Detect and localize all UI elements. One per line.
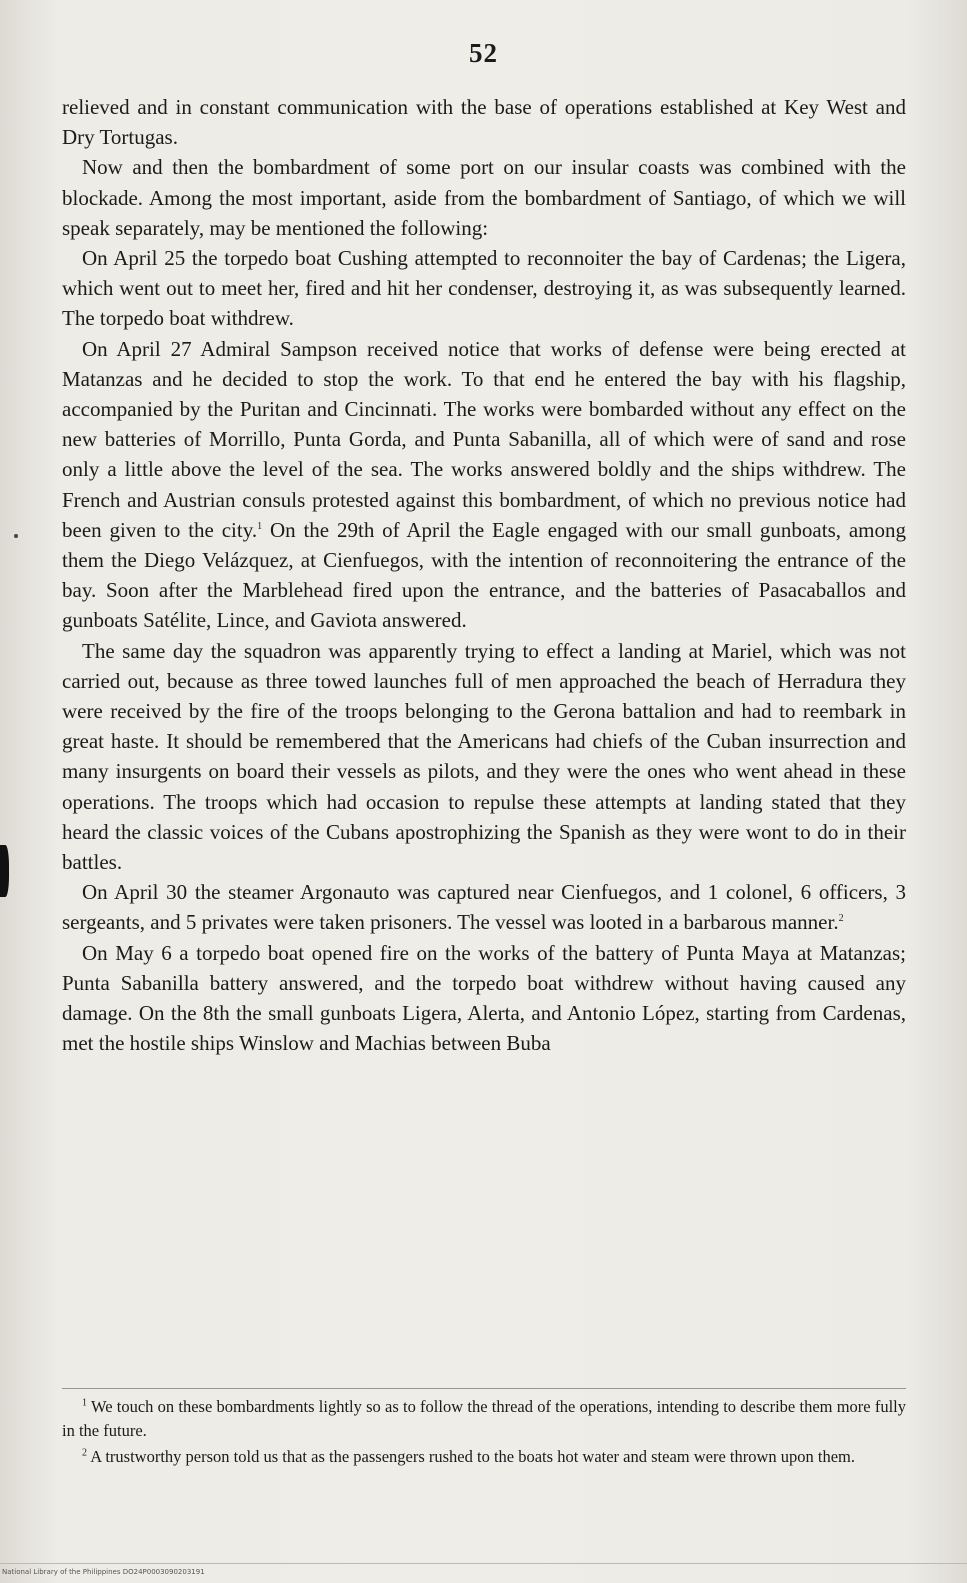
paragraph-may-6: On May 6 a torpedo boat opened fire on the works of the battery of Punta Maya at Matanzas; Punta Sabanilla battery answered, and the torpedo boat withdrew without having caused any damage. On the 8th the small gunboats Ligera, Alerta, and Antonio López, starting from Cardenas, met the hostile ships Winslow and Machias between Buba — [62, 940, 906, 1056]
footnote-1-mark: 1 — [82, 1397, 87, 1409]
footnote-marker-2: 2 — [838, 913, 844, 925]
paragraph-april-25: On April 25 the torpedo boat Cushing attempted to reconnoiter the bay of Cardenas; the Ligera, which went out to meet her, fired and hit her condenser, destroying it, as was subsequently learned. The torpedo boat withdrew. — [62, 246, 906, 331]
paragraph-mariel: The same day the squadron was apparently trying to effect a landing at Mariel, which was not carried out, because as three towed launches full of men approached the beach of Herradura they were received by the fire of the troops belonging to the Gerona battalion and had to reembark in great haste. It should be remembered that the Americans had chiefs of the Cuban insurrection and many insurgents on board their vessels as pilots, and they were the ones who went ahead in these operations. The troops which had occasion to repulse these attempts at landing stated that they heard the classic voices of the Cubans apostrophizing the Spanish as they were wont to do in their battles. — [62, 638, 906, 875]
paragraph-april-30 — [62, 877, 906, 937]
footnote-2 — [62, 1445, 906, 1469]
footnote-1-text: We touch on these bombardments lightly so as to follow the thread of the operations, intending to describe them more fully in the future. — [62, 1397, 906, 1440]
paragraph-bombardment-intro: Now and then the bombardment of some port on our insular coasts was combined with the blockade. Among the most important, aside from the bombardment of Santiago, of which we will speak separately, may be mentioned the following: — [62, 155, 906, 240]
page-number: 52 — [469, 38, 498, 68]
scan-footer: National Library of the Philippines DO24P0003090203191 — [0, 1563, 967, 1583]
april-29-text: On the 29th of April the Eagle engaged with our small gunboats, among them the Diego Velázquez, at Cienfuegos, with the intention of reconnoitering the entrance of the bay. Soon after the Marblehead fired upon the entrance, and the batteries of Pasacaballos and gunboats Satélite, Lince, and Gaviota answered. — [62, 517, 907, 633]
scan-edge-mark — [0, 845, 9, 897]
footnote-2-mark: 2 — [82, 1447, 87, 1459]
scan-dot-mark — [14, 534, 18, 538]
paragraph-continuation: relieved and in constant communication with the base of operations established at Key West and Dry Tortugas. — [62, 95, 906, 150]
april-30-text: On April 30 the steamer Argonauto was captured near Cienfuegos, and 1 colonel, 6 officers, 3 sergeants, and 5 privates were taken prisoners. The vessel was looted in a barbarous manner. — [62, 880, 906, 935]
footnote-marker-1: 1 — [257, 520, 263, 532]
footnotes — [62, 1388, 906, 1471]
paragraph-april-27 — [62, 334, 906, 636]
body-text — [62, 92, 906, 1059]
footnote-1 — [62, 1395, 906, 1443]
april-27-text: On April 27 Admiral Sampson received notice that works of defense were being erected at Matanzas and he decided to stop the work. To that end he entered the bay with his flagship, accompanied by the Puritan and Cincinnati. The works were bombarded without any effect on the new batteries of Morrillo, Punta Gorda, and Punta Sabanilla, all of which were of sand and rose only a little above the level of the sea. The works answered boldly and the ships withdrew. The French and Austrian consuls protested against this bombardment, of which no previous notice had been given to the city. — [62, 336, 906, 542]
footnote-2-text: A trustworthy person told us that as the passengers rushed to the boats hot water and steam were thrown upon them. — [90, 1447, 856, 1466]
